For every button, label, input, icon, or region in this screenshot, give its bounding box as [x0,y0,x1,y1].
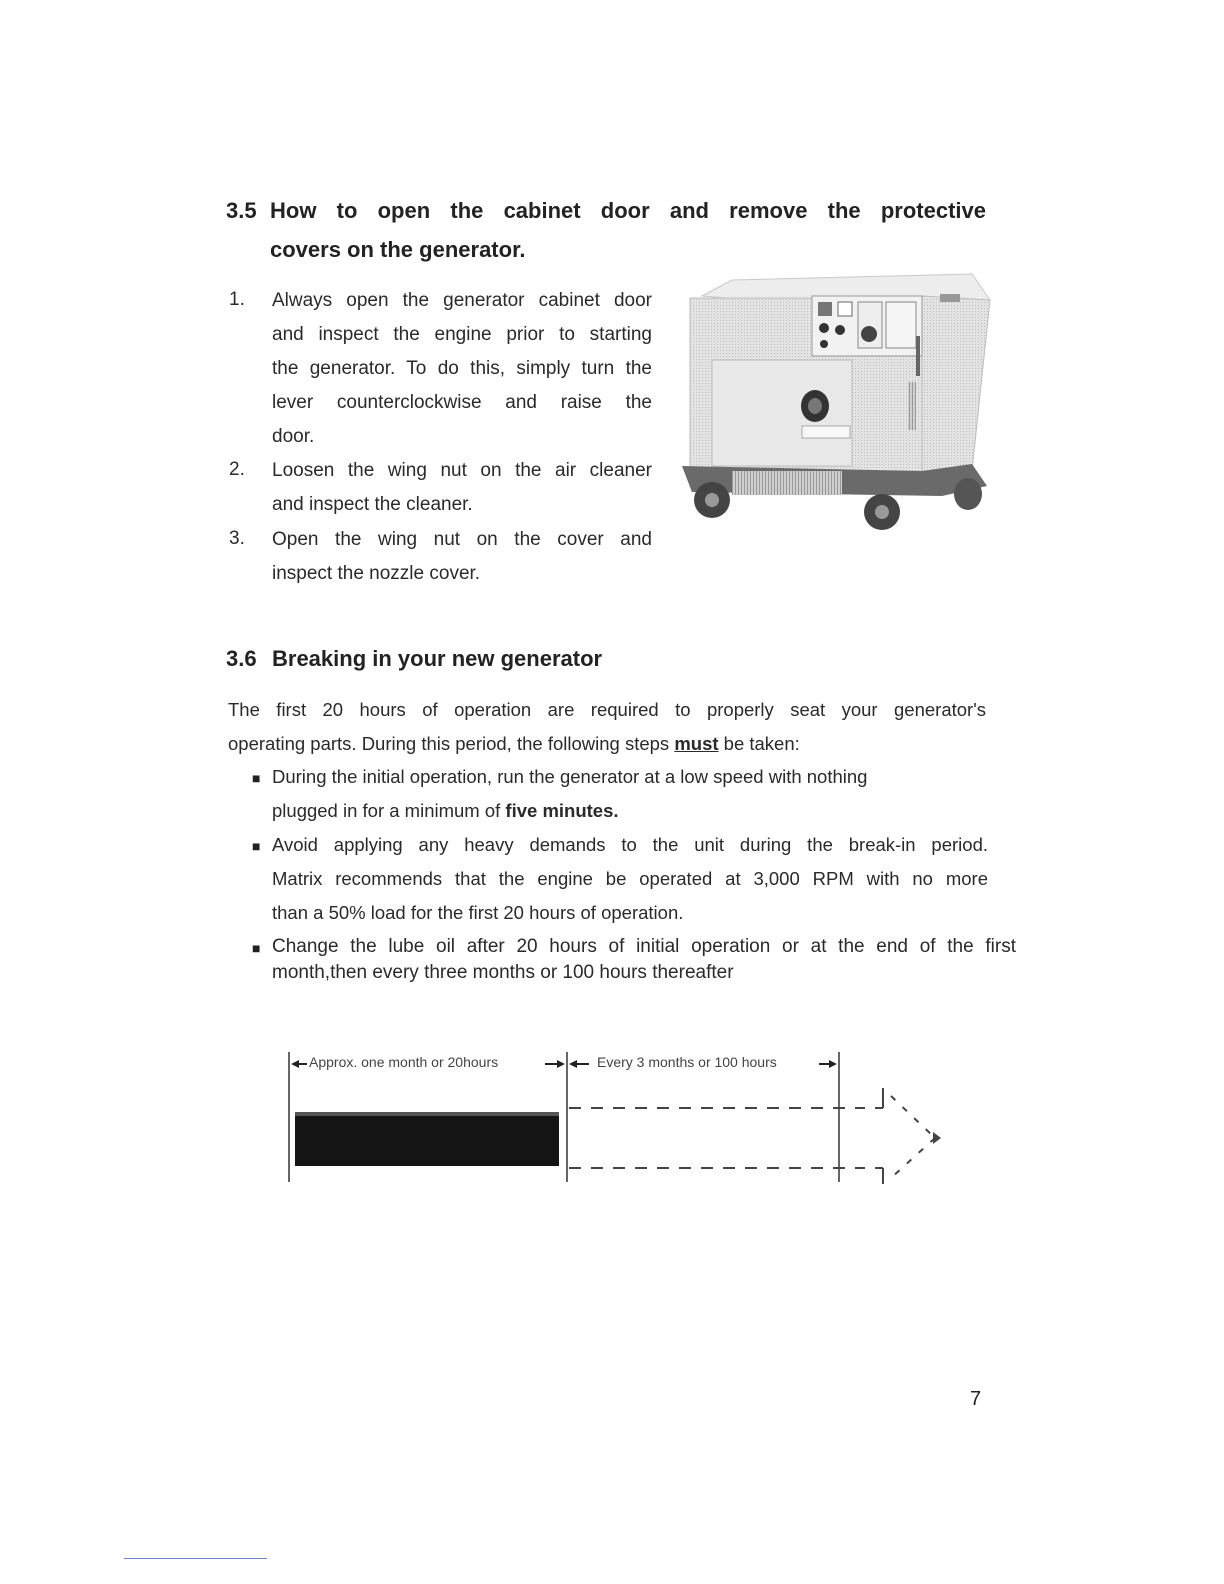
section-3-5-title-line1: How to open the cabinet door and remove the protective [270,198,986,223]
step-1-line-4: lever counterclockwise and raise the [272,392,652,413]
step-2-line-2: and inspect the cleaner. [272,494,473,515]
footnote-divider [124,1558,267,1559]
step-1-line-1: Always open the generator cabinet door [272,290,652,311]
bullet-1-line-2: plugged in for a minimum of five minutes. [272,800,619,821]
timeline-graphic [285,1050,965,1190]
bullet-1-line-1: During the initial operation, run the generator at a low speed with nothing [272,766,868,787]
step-3-line-1: Open the wing nut on the cover and [272,529,652,550]
step-3-number: 3. [229,528,245,549]
step-1-line-5: door. [272,426,315,447]
step-1-line-2: and inspect the engine prior to starting [272,324,652,345]
section-3-6-number: 3.6 [226,646,257,671]
bullet-2-icon: ■ [252,838,261,854]
timeline-label-recurring: Every 3 months or 100 hours [597,1054,777,1070]
five-minutes-emphasis: five minutes. [505,800,619,821]
step-1-number: 1. [229,289,245,310]
section-3-6-title: Breaking in your new generator [272,646,603,671]
intro-line-1: The first 20 hours of operation are required to properly seat your generator's [228,699,986,720]
step-2-number: 2. [229,459,245,480]
section-3-5-title-line2: covers on the generator. [270,237,526,262]
bullet-1-icon: ■ [252,770,261,786]
intro-line-2: operating parts. During this period, the following steps must be taken: [228,733,800,754]
timeline-label-break-in: Approx. one month or 20hours [309,1054,499,1070]
step-2-line-1: Loosen the wing nut on the air cleaner [272,460,652,481]
bullet-2-line-1: Avoid applying any heavy demands to the unit during the break-in period. [272,834,988,855]
bullet-2-line-2: Matrix recommends that the engine be operated at 3,000 RPM with no more [272,868,988,889]
bullet-3-line-1: Change the lube oil after 20 hours of initial operation or at the end of the first [272,936,1016,957]
break-in-bar [295,1112,559,1166]
section-3-5-number: 3.5 [226,198,257,223]
step-1-line-3: the generator. To do this, simply turn the [272,358,652,379]
page-number: 7 [970,1388,982,1410]
generator-photo [672,266,994,534]
step-3-line-2: inspect the nozzle cover. [272,563,481,584]
must-emphasis: must [674,733,719,754]
maintenance-timeline [285,1050,965,1190]
bullet-2-line-3: than a 50% load for the first 20 hours of operation. [272,902,684,923]
bullet-3-line-2: month,then every three months or 100 hours thereafter [272,962,734,983]
bullet-3-icon: ■ [252,940,261,956]
